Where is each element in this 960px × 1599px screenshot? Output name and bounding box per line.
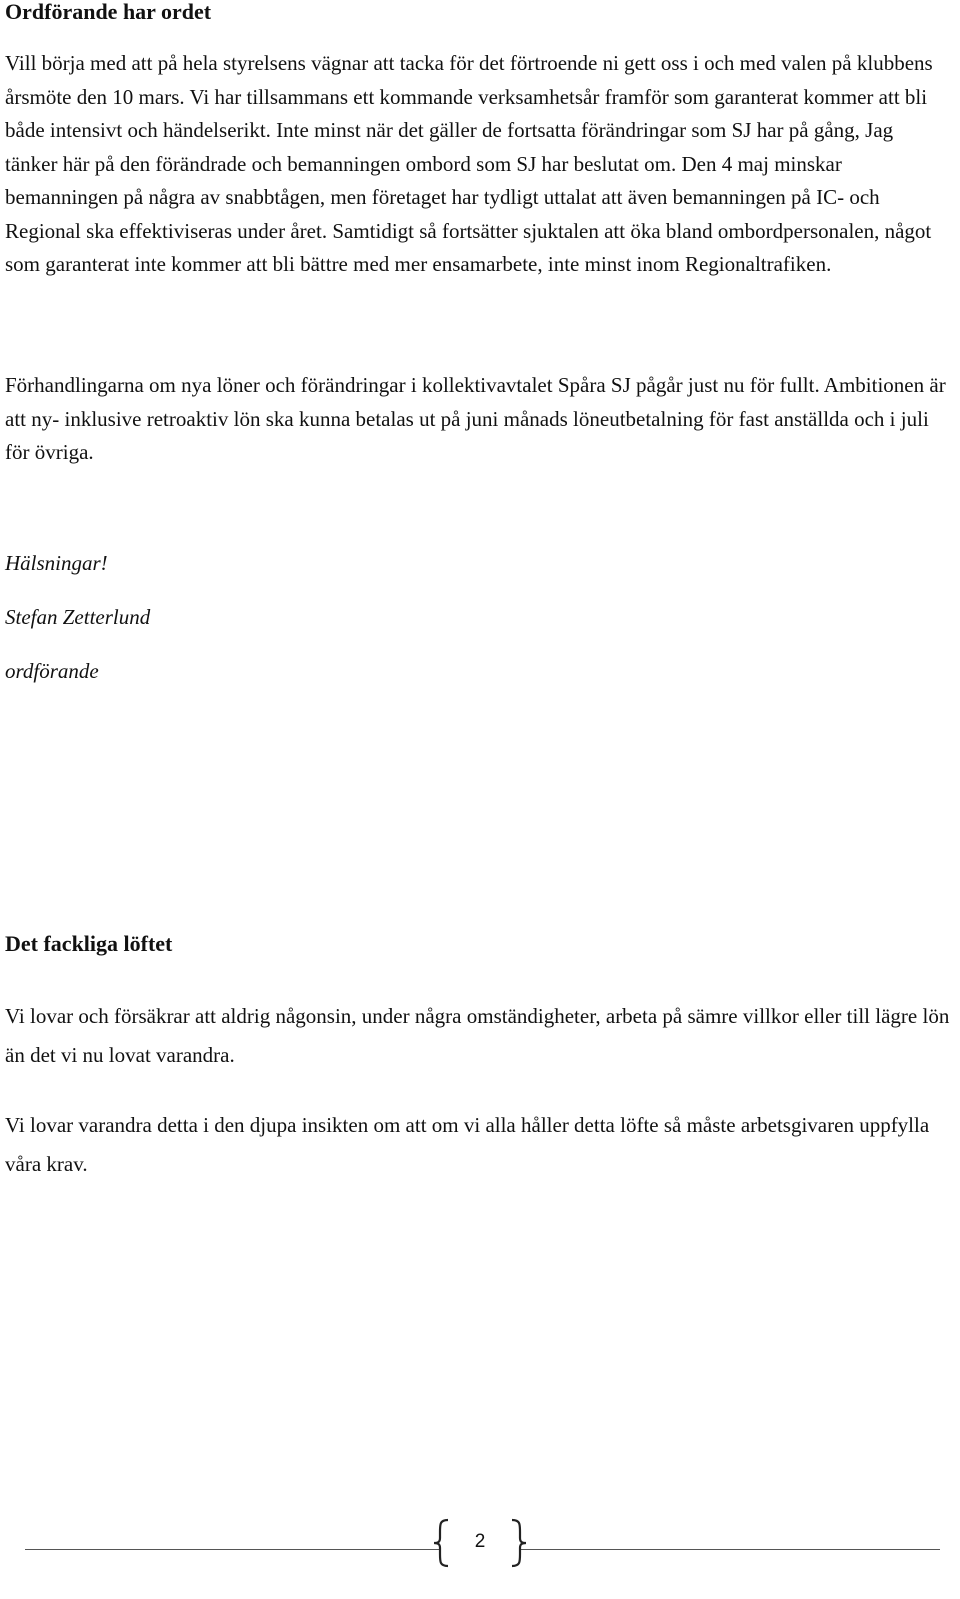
section-heading-union-pledge: Det fackliga löftet [5, 931, 173, 956]
footer-rule-right [520, 1549, 940, 1550]
signature-name: Stefan Zetterlund [5, 605, 151, 629]
chairman-paragraph-1: Vill börja med att på hela styrelsens vägnar att tacka för det förtroende ni gett oss i och med valen på klubbens årsmöte den 10 mars. Vi har tillsammans ett kommande verksamhetsår framför som garanterat kommer att bli både intensivt och händelserikt. Inte minst när det gäller de fortsatta förändringar som SJ har på gång, Jag tänker här på den förändrade och bemanningen ombord som SJ har beslutat om. Den 4 maj minskar bemanningen på några av snabbtågen, men företaget har tydligt uttalat att även bemanningen på IC- och Regional ska effektiviseras under året. Samtidigt så fortsätter sjuktalen att öka bland ombordpersonalen, något som garanterat inte kommer att bli bättre med mer ensamarbete, inte minst inom Regionaltrafiken. [5, 51, 933, 276]
pledge-paragraph-2: Vi lovar varandra detta i den djupa insikten om att om vi alla håller detta löfte så måste arbetsgivaren uppfylla våra krav. [5, 1113, 930, 1176]
section-heading-chairman: Ordförande har ordet [5, 0, 212, 24]
signature-title: ordförande [5, 659, 99, 683]
chairman-paragraph-2: Förhandlingarna om nya löner och förändringar i kollektivavtalet Spåra SJ pågår just nu för fullt. Ambitionen är att ny- inklusive retroaktiv lön ska kunna betalas ut på juni månads löneutbetalning för fast anställda och i juli för övriga. [5, 373, 946, 464]
page-number: 2 [474, 1531, 486, 1552]
footer-right-brace-icon [510, 1518, 528, 1568]
footer-left-brace-icon [432, 1518, 450, 1568]
footer-rule-left [25, 1549, 440, 1550]
greeting: Hälsningar! [5, 551, 108, 575]
pledge-paragraph-1: Vi lovar och försäkrar att aldrig någonsin, under några omständigheter, arbeta på sämre villkor eller till lägre lön än det vi nu lovat varandra. [5, 1004, 950, 1067]
